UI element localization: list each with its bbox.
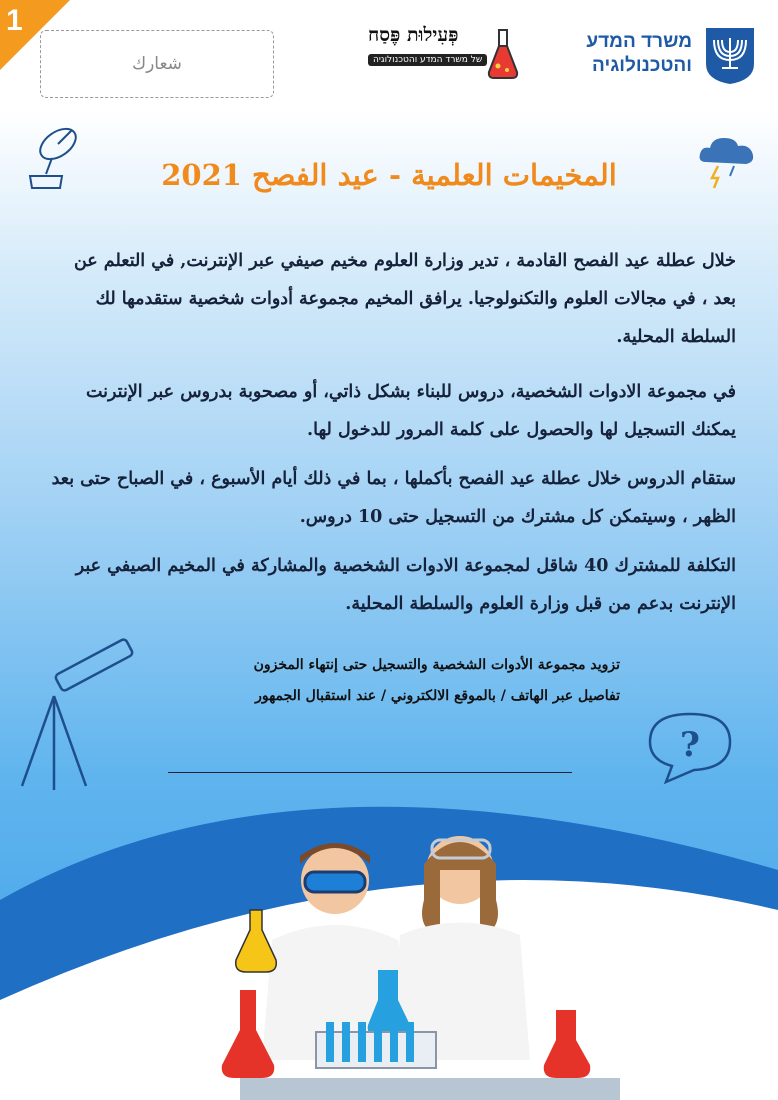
- paragraph-kit: في مجموعة الادوات الشخصية، دروس للبناء بشكل ذاتي، أو مصحوبة بدروس عبر الإنترنت يمكنك التسجيل لها والحصول على كلمة المرور للدخول لها.: [85, 382, 736, 440]
- paragraph-cost: التكلفة للمشترك 40 شاقل لمجموعة الادوات الشخصية والمشاركة في المخيم الصيفي عبر الإنترنت بدعم من قبل وزارة العلوم والسلطة المحلية.: [75, 556, 736, 614]
- svg-text:?: ?: [680, 725, 700, 765]
- note-details: تفاصيل عبر الهاتف / بالموقع الالكتروني / عند استقبال الجمهور: [255, 688, 620, 704]
- kids-lab-illustration: [0, 760, 778, 1100]
- ministry-name-line2: והטכנולוגיה: [592, 55, 692, 76]
- page-number: 1: [6, 4, 23, 37]
- paragraph-intro: خلال عطلة عيد الفصح القادمة ، تدير وزارة العلوم مخيم صيفي عبر الإنترنت, في التعلم عن بعد ، في مجالات العلوم والتكنولوجيا. يرافق المخيم مجموعة أدوات شخصية ستقدمها لك السلطة المحلية.: [73, 251, 736, 347]
- logo-placeholder[interactable]: [40, 30, 274, 98]
- ministry-logo: [552, 24, 762, 90]
- passover-activity-logo: [368, 24, 523, 84]
- flask-icon: [486, 28, 520, 80]
- logo-placeholder-label: شعارك: [132, 54, 182, 74]
- note-supply: تزويد مجموعة الأدوات الشخصية والتسجيل حتى إنتهاء المخزون: [253, 657, 620, 673]
- page-title: المخيمات العلمية - عيد الفصح 2021: [161, 158, 617, 192]
- ministry-name-line1: משרד המדע: [586, 31, 692, 52]
- menorah-emblem-icon: [702, 24, 758, 86]
- ministry-name: [552, 30, 692, 78]
- passover-activity-tagline: של משרד המדע והטכנולוגיה: [368, 54, 487, 66]
- paragraph-schedule: ستقام الدروس خلال عطلة عيد الفصح بأكملها ، بما في ذلك أيام الأسبوع ، في الصباح حتى بعد الظهر ، وسيتمكن كل مشترك من التسجيل حتى 10 دروس.: [51, 469, 736, 527]
- passover-activity-title: פְּעִילוּת פֶּסַח: [368, 24, 459, 46]
